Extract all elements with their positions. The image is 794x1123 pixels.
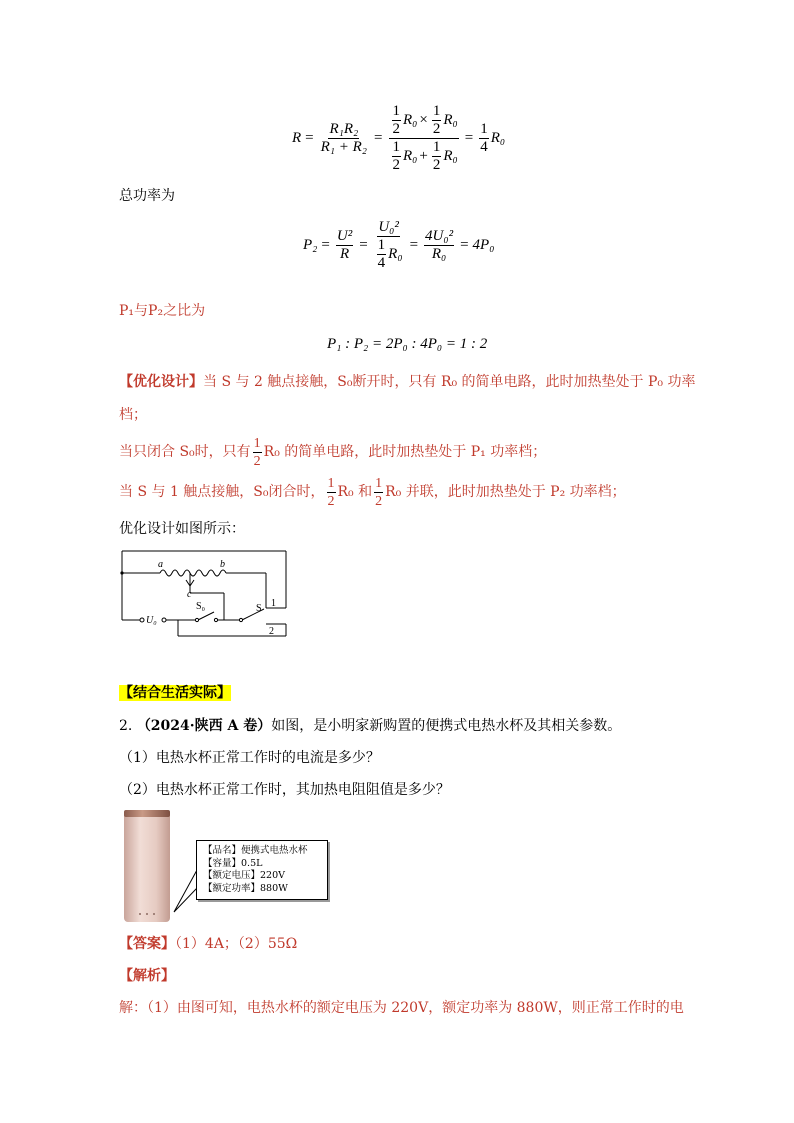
total-power-label: 总功率为	[119, 188, 175, 204]
circuit-label-1: 1	[271, 598, 276, 609]
circuit-label-b: b	[220, 559, 225, 570]
circuit-label-a: a	[158, 559, 163, 570]
formula-r-result: $\frac{1}{4}$	[480, 120, 488, 155]
thermos-cup-image	[120, 806, 176, 928]
optimize-line-3: 当 S 与 1 触点接触，S₀闭合时， $\frac{1}{2}$ R₀ 和 $\frac{1}{2}$ R₀ 并联，此时加热垫处于 P₂ 功率档；	[119, 475, 626, 509]
circuit-diagram	[116, 548, 296, 648]
optimize-line-1-cont: 档；	[119, 407, 147, 423]
question-1: （1）电热水杯正常工作时的电流是多少？	[119, 750, 380, 766]
circuit-label-s0: S₀	[196, 601, 206, 612]
param-line: 【容量】0.5L	[203, 857, 263, 869]
question-stem: 2. （2024·陕西 A 卷）如图，是小明家新购置的便携式电热水杯及其相关参数。	[119, 718, 622, 734]
ratio-heading: P₁与P₂之比为	[119, 303, 206, 319]
solution-line: 解：（1）由图可知，电热水杯的额定电压为 220V，额定功率为 880W，则正常工作时的电	[119, 1000, 684, 1016]
circuit-label-2: 2	[269, 626, 274, 637]
formula-r-fraction-1: $\frac{\text{R₁R₂}}{\text{R₁ + R₂}}$	[320, 120, 368, 155]
answer-line: 【答案】（1）4A；（2）55Ω	[119, 936, 298, 952]
formula-parallel-resistance: R = $\frac{\text{R₁R₂}}{\text{R₁ + R₂}}$ = $\frac{1}{2}$ R₀ × $\frac{1}{2}$ R₀ $\frac{1}{2}$ R₀ + $\frac{1}{2}$ R₀ = $\frac{1}{4}$ R₀	[292, 102, 506, 173]
optimize-line-1: 【优化设计】当 S 与 2 触点接触，S₀断开时，只有 R₀ 的简单电路，此时加热垫处于 P₀ 功率	[119, 374, 696, 390]
formula-r-lhs: R	[292, 129, 302, 146]
param-line: 【额定电压】220V	[203, 870, 285, 881]
analysis-tag: 【解析】	[119, 968, 175, 984]
question-2: （2）电热水杯正常工作时，其加热电阻阻值是多少？	[119, 782, 450, 798]
product-params-box	[196, 840, 328, 900]
formula-total-power: P₂ = $\frac{\text{U²}}{R}$ = U₀² $\frac{1}{4}$ R₀ = $\frac{\text{4U₀²}}{\text{R₀}}$ = 4P₀	[303, 218, 495, 271]
circuit-label-c: c	[187, 589, 192, 600]
section-tag: 【结合生活实际】	[119, 685, 231, 701]
optimize-line-2: 当只闭合 S₀时，只有 $\frac{1}{2}$ R₀ 的简单电路，此时加热垫处于 P₁ 功率档；	[119, 435, 547, 469]
ratio-formula: P₁ : P₂ = 2P₀ : 4P₀ = 1 : 2	[327, 336, 488, 352]
figure-caption: 优化设计如图所示：	[119, 521, 245, 537]
formula-r-fraction-2: $\frac{1}{2}$ R₀ × $\frac{1}{2}$ R₀ $\frac{1}{2}$ R₀ + $\frac{1}{2}$ R₀	[389, 103, 459, 174]
circuit-label-u0: U₀	[146, 615, 157, 626]
circuit-label-s: S	[256, 603, 262, 614]
param-line: 【品名】便携式电热水杯	[203, 845, 308, 856]
param-line: 【额定功率】880W	[203, 882, 288, 894]
